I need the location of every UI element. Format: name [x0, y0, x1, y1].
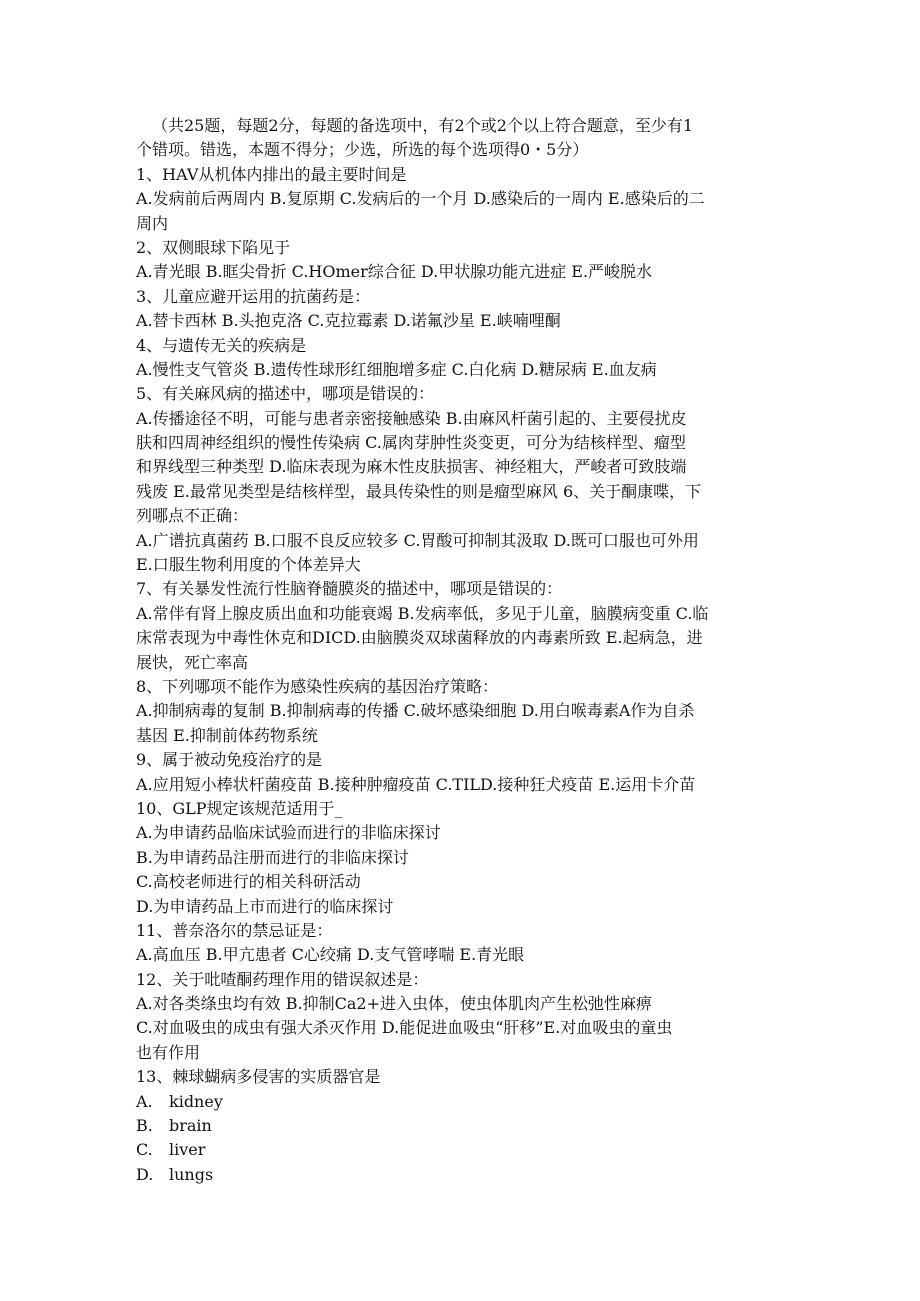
question-options: 周内 — [136, 213, 169, 233]
question-option — [136, 1163, 786, 1187]
option-letter: B. — [136, 1116, 153, 1136]
question-option: A.为申请药品临床试验而进行的非临床探讨 — [136, 823, 441, 843]
option-text: liver — [169, 1140, 206, 1160]
question-3 — [136, 285, 786, 334]
question-9 — [136, 748, 786, 797]
question-options: A.替卡西林 B.头抱克洛 C.克拉霉素 D.诺氟沙星 E.峡喃哩酮 — [136, 311, 561, 331]
question-stem: 7、有关暴发性流行性脑脊髓膜炎的描述中，哪项是错误的： — [136, 579, 563, 599]
document-page — [136, 114, 786, 1187]
question-options: 肤和四周神经组织的慢性传染病 C.属肉芽肿性炎变更，可分为结核样型、瘤型 — [136, 433, 686, 453]
question-stem: 9、属于被动免疫治疗的是 — [136, 750, 323, 770]
question-stem: 8、下列哪项不能作为感染性疾病的基因治疗策略： — [136, 676, 499, 696]
question-options: 基因 E.抑制前体药物系统 — [136, 725, 318, 745]
option-letter: C. — [136, 1140, 153, 1160]
question-stem: 11、普奈洛尔的禁忌证是： — [136, 920, 333, 940]
question-option — [136, 1138, 786, 1162]
option-text: kidney — [169, 1091, 223, 1111]
question-1 — [136, 163, 786, 236]
option-letter: A. — [136, 1091, 153, 1111]
question-13 — [136, 1065, 786, 1187]
question-stem: 10、GLP规定该规范适用于_ — [136, 798, 343, 818]
question-stem: 列哪点不正确： — [136, 506, 249, 526]
question-options: 展快，死亡率高 — [136, 652, 249, 672]
question-8 — [136, 675, 786, 748]
question-options: A.传播途径不明，可能与患者亲密接触感染 B.由麻风杆菌引起的、主要侵扰皮 — [136, 408, 687, 428]
question-option: C.高校老师进行的相关科研活动 — [136, 872, 361, 892]
question-stem: 3、儿童应避开运用的抗菌药是： — [136, 286, 371, 306]
question-options: E.口服生物利用度的个体差异大 — [136, 555, 361, 575]
question-stem: 1、HAV从机体内排出的最主要时间是 — [136, 164, 407, 184]
question-options: A.广谱抗真菌药 B.口服不良反应较多 C.胃酸可抑制其汲取 D.既可口服也可外用 — [136, 530, 699, 550]
question-11 — [136, 919, 786, 968]
question-options: A.慢性支气管炎 B.遗传性球形红细胞增多症 C.白化病 D.糖尿病 E.血友病 — [136, 359, 657, 379]
instructions-line-2: 个错项。错选，本题不得分；少选，所选的每个选项得0・5分） — [136, 140, 589, 160]
question-5 — [136, 382, 786, 577]
question-options: C.对血吸虫的成虫有强大杀灭作用 D.能促进血吸虫“肝移”E.对血吸虫的童虫 — [136, 1018, 673, 1038]
question-options: A.对各类绦虫均有效 B.抑制Ca2+进入虫体，使虫体肌肉产生松弛性麻痹 — [136, 994, 652, 1014]
question-options: 和界线型三种类型 D.临床表现为麻木性皮肤损害、神经粗大，严峻者可致肢端 — [136, 457, 687, 477]
question-options: A.青光眼 B.眶尖骨折 C.HOmer综合征 D.甲状腺功能亢进症 E.严峻脱水 — [136, 262, 653, 282]
question-options: A.抑制病毒的复制 B.抑制病毒的传播 C.破坏感染细胞 D.用白喉毒素A作为自杀 — [136, 701, 695, 721]
question-options: A.常伴有肾上腺皮质出血和功能衰竭 B.发病率低，多见于儿童，脑膜病变重 C.临 — [136, 603, 709, 623]
question-option — [136, 1114, 786, 1138]
question-options: 残废 E.最常见类型是结核样型，最具传染性的则是瘤型麻风 6、关于酮康喋，下 — [136, 481, 702, 501]
question-stem: 13、棘球蝴病多侵害的实质器官是 — [136, 1067, 381, 1087]
question-option: D.为申请药品上市而进行的临床探讨 — [136, 896, 394, 916]
option-letter: D. — [136, 1164, 154, 1184]
question-stem: 2、双侧眼球下陷见于 — [136, 237, 291, 257]
instructions-line-1: （共25题，每题2分，每题的备选项中，有2个或2个以上符合题意，至少有1 — [152, 116, 694, 135]
exam-instructions — [136, 114, 786, 163]
question-10 — [136, 797, 786, 919]
question-stem: 12、关于吡喳酮药理作用的错误叙述是： — [136, 969, 429, 989]
option-text: brain — [169, 1116, 212, 1136]
question-options: A.应用短小棒状杆菌疫苗 B.接种肿瘤疫苗 C.TILD.接种狂犬疫苗 E.运用卡介苗 — [136, 774, 696, 794]
question-options: A.高血压 B.甲亢患者 C心绞痛 D.支气管哮喘 E.青光眼 — [136, 945, 525, 965]
question-options: 也有作用 — [136, 1042, 201, 1062]
option-text: lungs — [169, 1164, 214, 1184]
question-stem: 4、与遗传无关的疾病是 — [136, 335, 307, 355]
question-2 — [136, 236, 786, 285]
question-stem: 5、有关麻风病的描述中，哪项是错误的： — [136, 384, 435, 404]
question-7 — [136, 577, 786, 675]
question-option: B.为申请药品注册而进行的非临床探讨 — [136, 847, 409, 867]
question-options: 床常表现为中毒性休克和DICD.由脑膜炎双球菌释放的内毒素所致 E.起病急，进 — [136, 628, 703, 648]
question-options: A.发病前后两周内 B.复原期 C.发病后的一个月 D.感染后的一周内 E.感染后的二 — [136, 189, 705, 209]
question-4 — [136, 334, 786, 383]
question-12 — [136, 968, 786, 1066]
question-option — [136, 1090, 786, 1114]
